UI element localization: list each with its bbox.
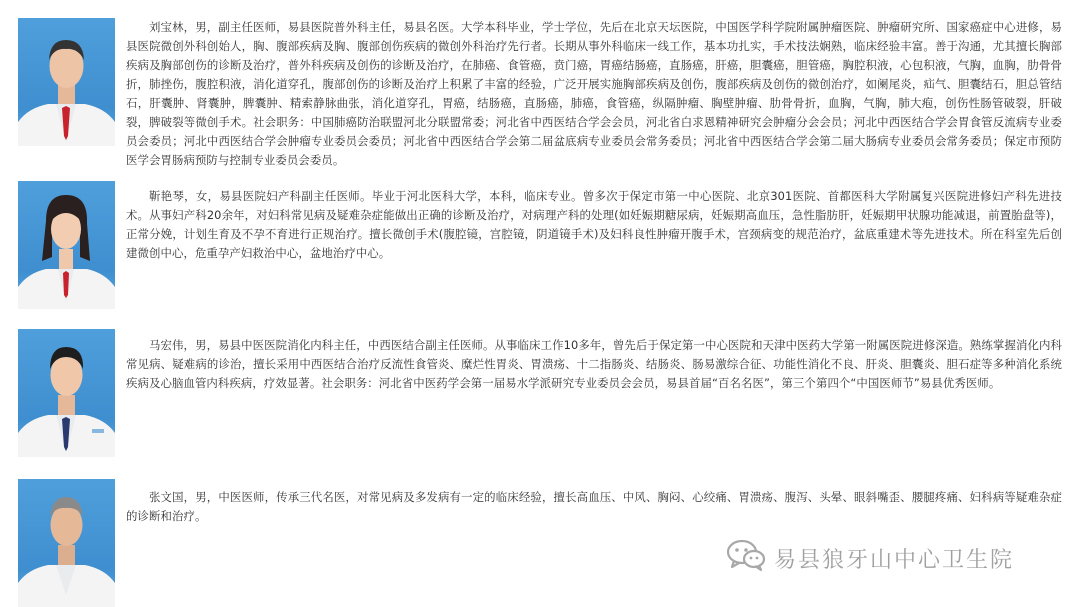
doctor-card-1 [0, 18, 1080, 167]
doctor-photo-4 [18, 479, 115, 607]
doctor-bio-2: 靳艳琴，女，易县医院妇产科副主任医师。毕业于河北医科大学，本科，临床专业。曾多次于保定市第一中心医院、北京301医院、首都医科大学附属复兴医院进修妇产科先进技术。从事妇产科20余年，对妇科常见病及疑难杂症能做出正确的诊断及治疗，对病理产科的处理(如妊娠期糖尿病，妊娠期高血压，急性脂肪肝，妊娠期甲状腺功能减退，前置胎盘等)，正常分娩，计划生育及不孕不育进行正规治疗。擅长微创手术(腹腔镜，宫腔镜，阴道镜手术)及妇科良性肿瘤开腹手术，宫颈病变的规范治疗，盆底重建术等先进技术。所在科室先后创建微创中心，危重孕产妇救治中心，盆地治疗中心。 [126, 189, 1062, 260]
doctor-bio-4: 张文国，男，中医医师，传承三代名医，对常见病及多发病有一定的临床经验，擅长高血压、中风、胸闷、心绞痛、胃溃疡、腹泻、头晕、眼斜嘴歪、腰腿疼痛、妇科病等疑难杂症的诊断和治疗。 [126, 490, 1062, 523]
doctor-photo-2 [18, 181, 115, 309]
doctor-bio-3: 马宏伟，男，易县中医医院消化内科主任，中西医结合副主任医师。从事临床工作10多年，曾先后于保定第一中心医院和天津中医药大学第一附属医院进修深造。熟练掌握消化内科常见病、疑难病的诊治，擅长采用中西医结合治疗反流性食管炎、糜烂性胃炎、胃溃疡、十二指肠炎、结肠炎、肠易激综合征、功能性消化不良、肝炎、胆囊炎、胆石症等多种消化系统疾病及心脑血管内科疾病，疗效显著。社会职务：河北省中医药学会第一届易水学派研究专业委员会会员，易县首届“百名名医”，第三个第四个“中国医师节”易县优秀医师。 [126, 338, 1062, 390]
watermark [726, 540, 1014, 576]
doctor-bio-1: 刘宝林，男，副主任医师，易县医院普外科主任，易县名医。大学本科毕业，学士学位，先后在北京天坛医院，中国医学科学院附属肿瘤医院、肿瘤研究所、国家癌症中心进修，易县医院微创外科创始人，胸、腹部疾病及胸、腹部创伤疾病的微创外科治疗先行者。长期从事外科临床一线工作，基本功扎实，手术技法娴熟，临床经验丰富。善于沟通，尤其擅长胸部疾病及胸部创伤的诊断及治疗，普外科疾病及创伤的诊断及治疗，在肺癌、食管癌，贲门癌，胃癌结肠癌，直肠癌，肝癌，胆囊癌，胆管癌，胸腔积液，心包积液，气胸，血胸，肋骨骨折，肺挫伤，腹腔积液，消化道穿孔，腹部创伤的诊断及治疗上积累了丰富的经验，广泛开展实施胸部疾病及创伤，腹部疾病及创伤的微创治疗，如阑尾炎，疝气、胆囊结石，胆总管结石，肝囊肿、肾囊肿，脾囊肿、精索静脉曲张，消化道穿孔，胃癌，结肠癌，直肠癌，肺癌，食管癌，纵隔肿瘤、胸壁肿瘤、肋骨骨折，血胸，气胸，肺大疱，创伤性肠管破裂，肝破裂，脾破裂等微创手术。社会职务：中国肺癌防治联盟河北分联盟常委；河北省中西医结合学会会员，河北省白求恩精神研究会肿瘤分会会员；河北中西医结合学会胃食管反流病专业委员会委员；河北中西医结合学会肿瘤专业委员会委员；河北省中西医结合学会第二届盆底病专业委员会常务委员；河北省中西医结合学会第二届大肠病专业委员会常务委员；保定市预防医学会胃肠病预防与控制专业委员会委员。 [126, 20, 1062, 167]
watermark-text: 易县狼牙山中心卫生院 [774, 547, 1015, 573]
doctor-photo-1 [18, 18, 115, 146]
wechat-icon [726, 538, 766, 578]
doctor-card-2 [0, 181, 1080, 311]
doctor-photo-3 [18, 329, 115, 457]
doctor-card-3 [0, 329, 1080, 459]
